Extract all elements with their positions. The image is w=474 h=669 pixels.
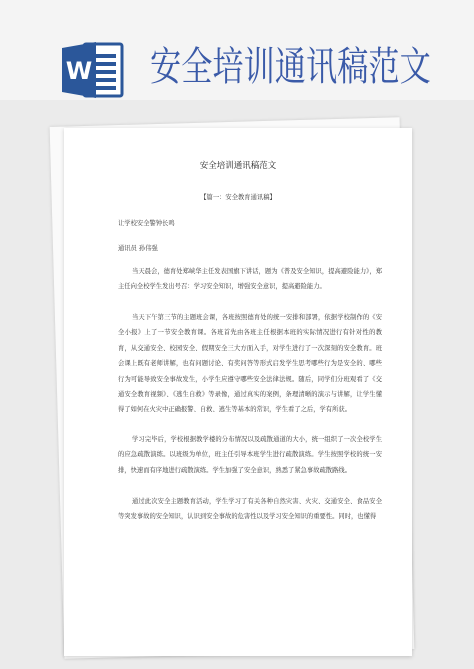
word-document-icon	[62, 42, 126, 98]
paragraph: 当天下午第三节的主题班会课，各班按照德育处的统一安排和部署，依据学校制作的《安全小报》上了一节安全教育课。各班首先由各班主任根据本班的实际情况进行有针对性的教育，从交通安全、校园安全、假期安全三大方面入手，对学生进行了一次深刻的安全教育。班会课上既有老师讲解，也有问题讨论、有奖问答等形式启发学生思考哪些行为是安全的、哪些行为可能导致安全事故发生，小学生应遵守哪些安全法律法规。随后，同学们分班观看了《交通安全教育视频》、《逃生自救》等录像，通过真实的案例，条理清晰的演示与讲解，让学生懂得了如何在火灾中正确报警、自救、逃生等基本的常识，学生看了之后，学有所获。	[118, 314, 382, 414]
document-title: 安全培训通讯稿范文	[199, 161, 277, 171]
word-icon-letter: W	[65, 57, 93, 85]
paragraph: 当天晨会，德育处郑峡华主任发表国旗下讲话，题为《普及安全知识，提高避险能力》，郑主任向全校学生发出号召：学习安全知识，增强安全意识，提高避险能力。	[118, 268, 382, 291]
article-headline: 让学校安全警钟长鸣	[118, 220, 175, 227]
banner-title: 安全培训通讯稿范文	[150, 44, 431, 90]
article-byline: 通讯员 孙伟强	[118, 245, 158, 252]
paragraph: 学习完毕后，学校根据教学楼的分布情况以及疏散通道的大小，统一组织了一次全校学生的应急疏散演练。以班级为单位，班主任引导本班学生进行疏散演练。学生按照学校的统一安排，快速而有序地进行疏散演练。学生加强了安全意识，熟悉了紧急事故疏散路线。	[118, 436, 382, 474]
paragraph: 通过此次安全主题教育活动，学生学习了有关各种自然灾害、火灾、交通安全、食品安全等突发事故的安全知识，认识到安全事故的危害性以及学习安全知识的重要性。同时，也懂得	[118, 498, 382, 521]
document-page	[64, 128, 412, 656]
document-subtitle: 【篇一：安全教育通讯稿】	[200, 194, 276, 201]
header-banner	[0, 0, 474, 100]
